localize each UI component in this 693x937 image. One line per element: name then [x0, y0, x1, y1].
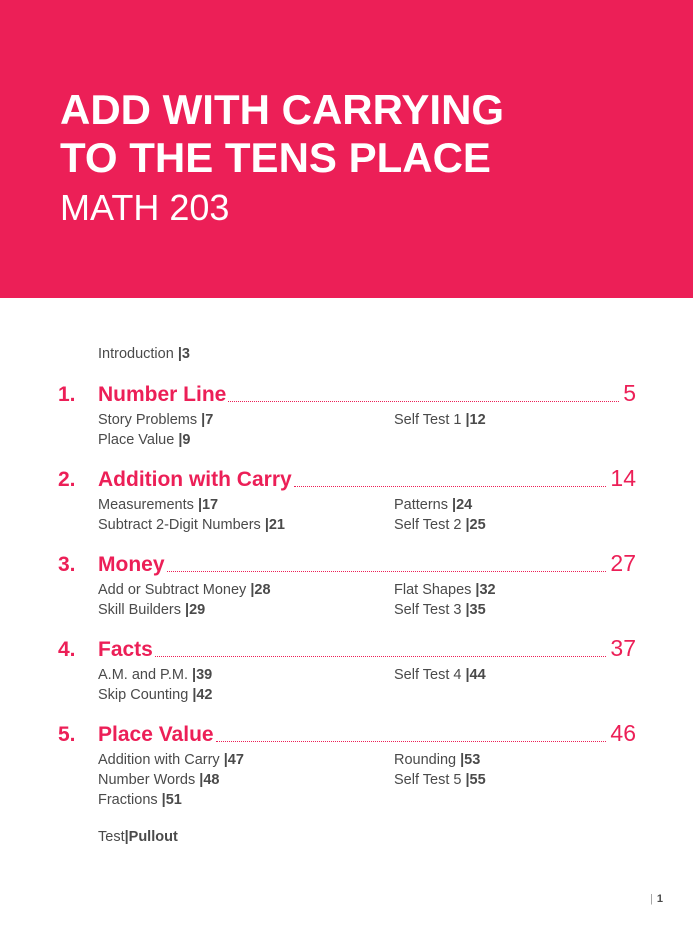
dot-leader — [216, 740, 607, 742]
lesson-page: |55 — [465, 772, 486, 788]
lesson-page: |9 — [178, 432, 191, 448]
lesson-label: Self Test 2 — [394, 517, 462, 533]
lesson-entry[interactable] — [98, 751, 244, 769]
lesson-entry[interactable] — [98, 516, 285, 534]
unit-title: Number Line — [98, 383, 227, 406]
lesson-page: |32 — [475, 582, 496, 598]
lesson-entry[interactable] — [394, 771, 486, 789]
intro-entry[interactable] — [98, 345, 190, 363]
unit-heading[interactable] — [58, 465, 636, 493]
lesson-label: Subtract 2-Digit Numbers — [98, 517, 261, 533]
lesson-label: Patterns — [394, 497, 448, 513]
lesson-label: A.M. and P.M. — [98, 667, 188, 683]
lesson-entry[interactable] — [98, 411, 213, 429]
unit-number: 2. — [58, 468, 76, 491]
unit-number: 5. — [58, 723, 76, 746]
lesson-label: Rounding — [394, 752, 457, 768]
page-number-value: 1 — [656, 893, 663, 905]
unit-page: 37 — [610, 635, 636, 661]
unit-heading[interactable] — [58, 635, 636, 663]
dot-leader — [294, 485, 607, 487]
lesson-label: Skip Counting — [98, 687, 189, 703]
lesson-label: Place Value — [98, 432, 175, 448]
unit-title: Place Value — [98, 723, 214, 746]
lesson-entry[interactable] — [394, 411, 486, 429]
unit-page: 14 — [610, 465, 636, 491]
unit-title: Facts — [98, 638, 153, 661]
lesson-entry[interactable] — [394, 496, 472, 514]
course-subtitle: MATH 203 — [60, 187, 230, 228]
lesson-entry[interactable] — [98, 686, 213, 704]
test-entry[interactable] — [98, 828, 178, 846]
unit-title: Addition with Carry — [98, 468, 292, 491]
lesson-entry[interactable] — [98, 666, 212, 684]
lesson-label: Fractions — [98, 792, 158, 808]
intro-label: Introduction — [98, 346, 174, 362]
lesson-entry[interactable] — [98, 496, 218, 514]
lesson-entry[interactable] — [394, 516, 486, 534]
test-label: Test — [98, 829, 125, 845]
lesson-page: |35 — [465, 602, 486, 618]
title-line-2: TO THE TENS PLACE — [60, 134, 491, 181]
unit-heading[interactable] — [58, 550, 636, 578]
unit-heading[interactable] — [58, 380, 636, 408]
lesson-entry[interactable] — [98, 581, 271, 599]
lesson-entry[interactable] — [98, 791, 182, 809]
lesson-label: Flat Shapes — [394, 582, 472, 598]
lesson-page: |7 — [201, 412, 214, 428]
lesson-label: Story Problems — [98, 412, 198, 428]
lesson-label: Skill Builders — [98, 602, 181, 618]
unit-page: 46 — [610, 720, 636, 746]
lesson-page: |39 — [192, 667, 213, 683]
lesson-page: |47 — [223, 752, 244, 768]
lesson-entry[interactable] — [394, 581, 496, 599]
test-page: |Pullout — [124, 829, 178, 845]
lesson-label: Addition with Carry — [98, 752, 220, 768]
title-line-1: ADD WITH CARRYING — [60, 86, 505, 133]
dot-leader — [155, 655, 607, 657]
lesson-page: |53 — [460, 752, 481, 768]
lesson-entry[interactable] — [98, 431, 190, 449]
lesson-label: Self Test 3 — [394, 602, 462, 618]
page-number-separator: | — [650, 893, 653, 905]
lesson-page: |25 — [465, 517, 486, 533]
lesson-page: |29 — [185, 602, 206, 618]
lesson-page: |42 — [192, 687, 213, 703]
lesson-entry[interactable] — [98, 601, 205, 619]
lesson-entry[interactable] — [394, 751, 480, 769]
lesson-page: |51 — [161, 792, 182, 808]
lesson-entry[interactable] — [394, 666, 486, 684]
lesson-label: Measurements — [98, 497, 194, 513]
lesson-entry[interactable] — [98, 771, 219, 789]
unit-page: 5 — [623, 380, 636, 406]
lesson-label: Self Test 4 — [394, 667, 462, 683]
dot-leader — [167, 570, 607, 572]
lesson-page: |24 — [452, 497, 473, 513]
unit-page: 27 — [610, 550, 636, 576]
lesson-label: Add or Subtract Money — [98, 582, 247, 598]
unit-title: Money — [98, 553, 165, 576]
lesson-page: |17 — [197, 497, 219, 513]
dot-leader — [228, 400, 619, 402]
lesson-page: |21 — [264, 517, 285, 533]
header-banner — [0, 0, 693, 298]
unit-number: 1. — [58, 383, 76, 406]
lesson-page: |44 — [465, 667, 486, 683]
lesson-label: Self Test 1 — [394, 412, 462, 428]
lesson-entry[interactable] — [394, 601, 486, 619]
lesson-page: |28 — [250, 582, 271, 598]
lesson-label: Self Test 5 — [394, 772, 462, 788]
lesson-page: |48 — [199, 772, 220, 788]
page-number — [650, 893, 663, 905]
unit-heading[interactable] — [58, 720, 636, 748]
unit-number: 3. — [58, 553, 76, 576]
lesson-label: Number Words — [98, 772, 196, 788]
intro-page: |3 — [177, 346, 190, 362]
unit-number: 4. — [58, 638, 76, 661]
lesson-page: |12 — [465, 412, 486, 428]
